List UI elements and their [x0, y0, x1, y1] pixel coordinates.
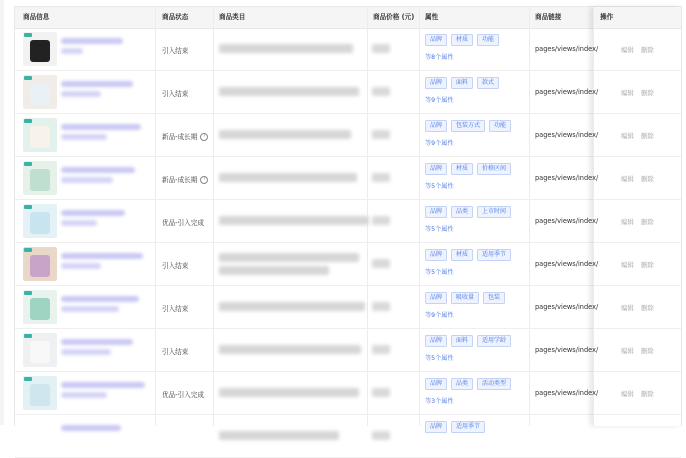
- product-status-label: 新品-成长期: [162, 133, 198, 141]
- product-status: [162, 88, 188, 98]
- product-link[interactable]: pages/views/index/: [535, 260, 599, 268]
- attribute-tag: 品牌: [425, 77, 447, 89]
- product-price-blurred: [372, 345, 390, 354]
- attribute-tags: [425, 34, 503, 46]
- product-image-shape: [30, 384, 50, 406]
- product-category-blurred: [219, 431, 339, 440]
- attribute-tag: 功能: [489, 120, 511, 132]
- header-operations: 操作: [600, 13, 614, 21]
- edit-button[interactable]: 编辑: [621, 46, 634, 54]
- product-name-blurred: [61, 38, 123, 44]
- product-name-blurred: [61, 425, 121, 431]
- table-row: [15, 372, 681, 415]
- product-status: [162, 174, 208, 184]
- product-image-shape: [30, 83, 50, 105]
- product-image-shape: [30, 298, 50, 320]
- product-name-blurred: [61, 253, 143, 259]
- table-header: [15, 7, 681, 29]
- attribute-tag: 面料: [451, 335, 473, 347]
- more-attributes-link[interactable]: 等3个属性: [425, 398, 454, 405]
- help-icon[interactable]: ?: [200, 133, 208, 141]
- product-category-blurred: [219, 302, 365, 311]
- product-link[interactable]: pages/views/index/: [535, 217, 599, 225]
- product-thumbnail[interactable]: [23, 204, 57, 238]
- delete-button[interactable]: 删除: [641, 89, 654, 97]
- attribute-tag: 品牌: [425, 335, 447, 347]
- delete-button[interactable]: 删除: [641, 218, 654, 226]
- product-name-blurred: [61, 134, 107, 140]
- table-row: [15, 415, 681, 458]
- header-product-status: 商品状态: [162, 13, 189, 21]
- product-name-blurred: [61, 220, 97, 226]
- attribute-tag: 品牌: [425, 249, 447, 261]
- table-row: [15, 157, 681, 200]
- product-price-blurred: [372, 130, 390, 139]
- product-image-shape: [30, 341, 50, 363]
- more-attributes-link[interactable]: 等9个属性: [425, 312, 454, 319]
- delete-button[interactable]: 删除: [641, 132, 654, 140]
- delete-button[interactable]: 删除: [641, 46, 654, 54]
- product-category-blurred: [219, 388, 359, 397]
- attribute-tag: 品牌: [425, 206, 447, 218]
- brand-tag-icon: [24, 205, 32, 209]
- attribute-tag: 材质: [451, 163, 473, 175]
- attribute-tag: 材质: [451, 34, 473, 46]
- table-row: [15, 28, 681, 71]
- attribute-tag: 品牌: [425, 378, 447, 390]
- attribute-tag: 品牌: [425, 292, 447, 304]
- edit-button[interactable]: 编辑: [621, 304, 634, 312]
- edit-button[interactable]: 编辑: [621, 261, 634, 269]
- product-name-blurred: [61, 296, 139, 302]
- product-name-blurred: [61, 382, 145, 388]
- product-category-blurred: [219, 173, 357, 182]
- product-status: [162, 45, 188, 55]
- header-attributes: 属性: [425, 13, 439, 21]
- attribute-tag: 适用季节: [451, 421, 485, 433]
- product-link[interactable]: pages/views/index/: [535, 346, 599, 354]
- attribute-tag: 吸收量: [451, 292, 479, 304]
- product-status: [162, 131, 208, 141]
- more-attributes-link[interactable]: 等8个属性: [425, 54, 454, 61]
- more-attributes-link[interactable]: 等9个属性: [425, 97, 454, 104]
- product-name-blurred: [61, 124, 141, 130]
- product-thumbnail[interactable]: [23, 333, 57, 367]
- attribute-tag: 包装方式: [451, 120, 485, 132]
- edit-button[interactable]: 编辑: [621, 175, 634, 183]
- product-thumbnail[interactable]: [23, 247, 57, 281]
- product-status-label: 优品-引入完成: [162, 219, 204, 227]
- product-name-blurred: [61, 48, 83, 54]
- product-status-label: 引入结束: [162, 305, 189, 313]
- edit-button[interactable]: 编辑: [621, 390, 634, 398]
- product-name-blurred: [61, 81, 133, 87]
- edit-button[interactable]: 编辑: [621, 347, 634, 355]
- product-category-blurred: [219, 253, 359, 262]
- product-price-blurred: [372, 431, 390, 440]
- product-status: [162, 217, 204, 227]
- attribute-tag: 价格区间: [477, 163, 511, 175]
- product-link[interactable]: pages/views/index/: [535, 45, 599, 53]
- table-row: [15, 71, 681, 114]
- product-thumbnail[interactable]: [23, 75, 57, 109]
- product-thumbnail[interactable]: [23, 376, 57, 410]
- product-name-blurred: [61, 349, 111, 355]
- product-category-blurred: [219, 44, 353, 53]
- product-price-blurred: [372, 388, 390, 397]
- table-row: [15, 114, 681, 157]
- product-name-blurred: [61, 339, 133, 345]
- product-link[interactable]: pages/views/index/: [535, 131, 599, 139]
- product-price-blurred: [372, 259, 390, 268]
- delete-button[interactable]: 删除: [641, 175, 654, 183]
- more-attributes-link[interactable]: 等5个属性: [425, 226, 454, 233]
- brand-tag-icon: [24, 76, 32, 80]
- product-thumbnail[interactable]: [23, 419, 57, 453]
- more-attributes-link[interactable]: 等9个属性: [425, 140, 454, 147]
- attribute-tags: [425, 163, 515, 175]
- delete-button[interactable]: 删除: [641, 304, 654, 312]
- header-product-price: 商品价格 (元): [373, 13, 415, 21]
- brand-tag-icon: [24, 334, 32, 338]
- attribute-tag: 材质: [451, 249, 473, 261]
- brand-tag-icon: [24, 377, 32, 381]
- product-category-blurred: [219, 216, 369, 225]
- brand-tag-icon: [24, 291, 32, 295]
- product-category-blurred: [219, 87, 359, 96]
- product-image-shape: [30, 169, 50, 191]
- product-price-blurred: [372, 87, 390, 96]
- more-attributes-link[interactable]: 等5个属性: [425, 183, 454, 190]
- product-table: [14, 6, 682, 430]
- product-status-label: 新品-成长期: [162, 176, 198, 184]
- page-left-edge: [0, 0, 4, 425]
- attribute-tag: 适用学龄: [477, 335, 511, 347]
- attribute-tags: [425, 421, 489, 433]
- product-price-blurred: [372, 44, 390, 53]
- attribute-tags: [425, 292, 509, 304]
- attribute-tag: 款式: [477, 77, 499, 89]
- product-link[interactable]: pages/views/index/: [535, 88, 599, 96]
- attribute-tag: 功能: [477, 34, 499, 46]
- product-name-blurred: [61, 177, 113, 183]
- product-status: [162, 260, 188, 270]
- product-name-blurred: [61, 306, 119, 312]
- help-icon[interactable]: ?: [200, 176, 208, 184]
- delete-button[interactable]: 删除: [641, 390, 654, 398]
- attribute-tag: 品牌: [425, 421, 447, 433]
- attribute-tag: 包装: [483, 292, 505, 304]
- product-thumbnail[interactable]: [23, 161, 57, 195]
- product-thumbnail[interactable]: [23, 32, 57, 66]
- product-status-label: 引入结束: [162, 348, 189, 356]
- table-row: [15, 243, 681, 286]
- product-price-blurred: [372, 302, 390, 311]
- attribute-tags: [425, 206, 515, 218]
- product-status-label: 引入结束: [162, 262, 189, 270]
- product-name-blurred: [61, 91, 101, 97]
- product-status: [162, 303, 188, 313]
- edit-button[interactable]: 编辑: [621, 89, 634, 97]
- product-image-shape: [30, 212, 50, 234]
- product-status: [162, 389, 204, 399]
- attribute-tag: 面料: [451, 77, 473, 89]
- product-price-blurred: [372, 173, 390, 182]
- delete-button[interactable]: 删除: [641, 261, 654, 269]
- product-link[interactable]: pages/views/index/: [535, 389, 599, 397]
- product-category-blurred: [219, 266, 329, 275]
- attribute-tags: [425, 249, 515, 261]
- product-status: [162, 346, 188, 356]
- product-name-blurred: [61, 210, 125, 216]
- table-row: [15, 200, 681, 243]
- attribute-tag: 上市时间: [477, 206, 511, 218]
- product-status-label: 优品-引入完成: [162, 391, 204, 399]
- product-image-shape: [30, 255, 50, 277]
- product-status-label: 引入结束: [162, 90, 189, 98]
- attribute-tag: 品类: [451, 378, 473, 390]
- attribute-tag: 品牌: [425, 34, 447, 46]
- product-image-shape: [30, 40, 50, 62]
- product-link[interactable]: pages/views/index/: [535, 303, 599, 311]
- delete-button[interactable]: 删除: [641, 347, 654, 355]
- brand-tag-icon: [24, 162, 32, 166]
- edit-button[interactable]: 编辑: [621, 218, 634, 226]
- attribute-tag: 适用季节: [477, 249, 511, 261]
- product-thumbnail[interactable]: [23, 118, 57, 152]
- more-attributes-link[interactable]: 等5个属性: [425, 269, 454, 276]
- header-product-link: 商品链接: [535, 13, 562, 21]
- brand-tag-icon: [24, 119, 32, 123]
- attribute-tags: [425, 120, 515, 132]
- attribute-tag: 活动类型: [477, 378, 511, 390]
- product-category-blurred: [219, 345, 361, 354]
- attribute-tag: 品类: [451, 206, 473, 218]
- product-link[interactable]: pages/views/index/: [535, 174, 599, 182]
- table-row: [15, 329, 681, 372]
- attribute-tags: [425, 378, 515, 390]
- header-product-category: 商品类目: [219, 13, 246, 21]
- attribute-tags: [425, 77, 503, 89]
- table-row: [15, 286, 681, 329]
- attribute-tags: [425, 335, 515, 347]
- product-name-blurred: [61, 392, 107, 398]
- product-thumbnail[interactable]: [23, 290, 57, 324]
- product-name-blurred: [61, 167, 135, 173]
- product-price-blurred: [372, 216, 390, 225]
- product-category-blurred: [219, 130, 351, 139]
- brand-tag-icon: [24, 33, 32, 37]
- edit-button[interactable]: 编辑: [621, 132, 634, 140]
- product-name-blurred: [61, 263, 101, 269]
- header-product-info: 商品信息: [23, 13, 50, 21]
- product-status-label: 引入结束: [162, 47, 189, 55]
- product-image-shape: [30, 126, 50, 148]
- attribute-tag: 品牌: [425, 163, 447, 175]
- attribute-tag: 品牌: [425, 120, 447, 132]
- brand-tag-icon: [24, 248, 32, 252]
- more-attributes-link[interactable]: 等5个属性: [425, 355, 454, 362]
